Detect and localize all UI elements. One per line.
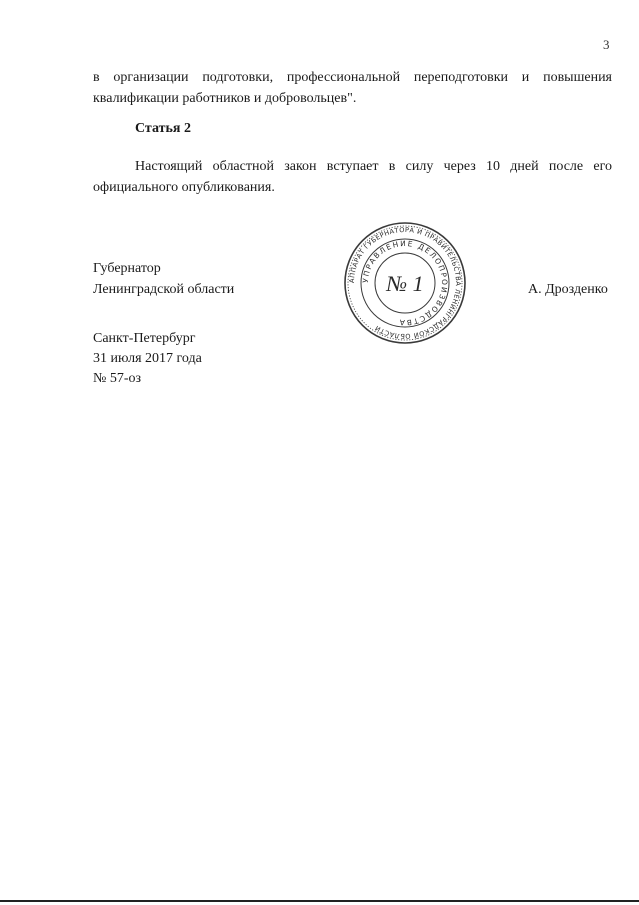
article-heading: Статья 2	[135, 121, 191, 136]
seal-number: № 1	[386, 271, 424, 296]
page-bottom-rule	[0, 900, 639, 902]
signing-date: 31 июля 2017 года	[93, 351, 202, 366]
seal-outer-text: АППАРАТ ГУБЕРНАТОРА И ПРАВИТЕЛЬСТВА ЛЕНИНГРАДСКОЙ ОБЛАСТИ	[347, 225, 463, 341]
continuation-paragraph	[93, 67, 612, 109]
law-metadata	[93, 329, 202, 389]
page-number: 3	[603, 37, 610, 52]
signatory-name: А. Дрозденко	[528, 282, 608, 297]
article-paragraph	[93, 156, 612, 198]
seal-inner-text: УПРАВЛЕНИЕ ДЕЛОПРОИЗВОДСТВА	[360, 238, 450, 328]
signatory-title-line-2: Ленинградской области	[93, 282, 235, 297]
continuation-line-1: в организации подготовки, профессиональной переподготовки и повышения	[93, 70, 612, 85]
article-line-2: официального опубликования.	[93, 180, 275, 195]
law-number: № 57-оз	[93, 371, 142, 386]
signatory-title	[93, 258, 234, 300]
article-line-1: Настоящий областной закон вступает в силу через 10 дней после его	[135, 159, 612, 174]
official-seal	[343, 221, 467, 345]
signing-place: Санкт-Петербург	[93, 331, 196, 346]
continuation-line-2: квалификации работников и добровольцев".	[93, 91, 357, 106]
signatory-title-line-1: Губернатор	[93, 261, 161, 276]
